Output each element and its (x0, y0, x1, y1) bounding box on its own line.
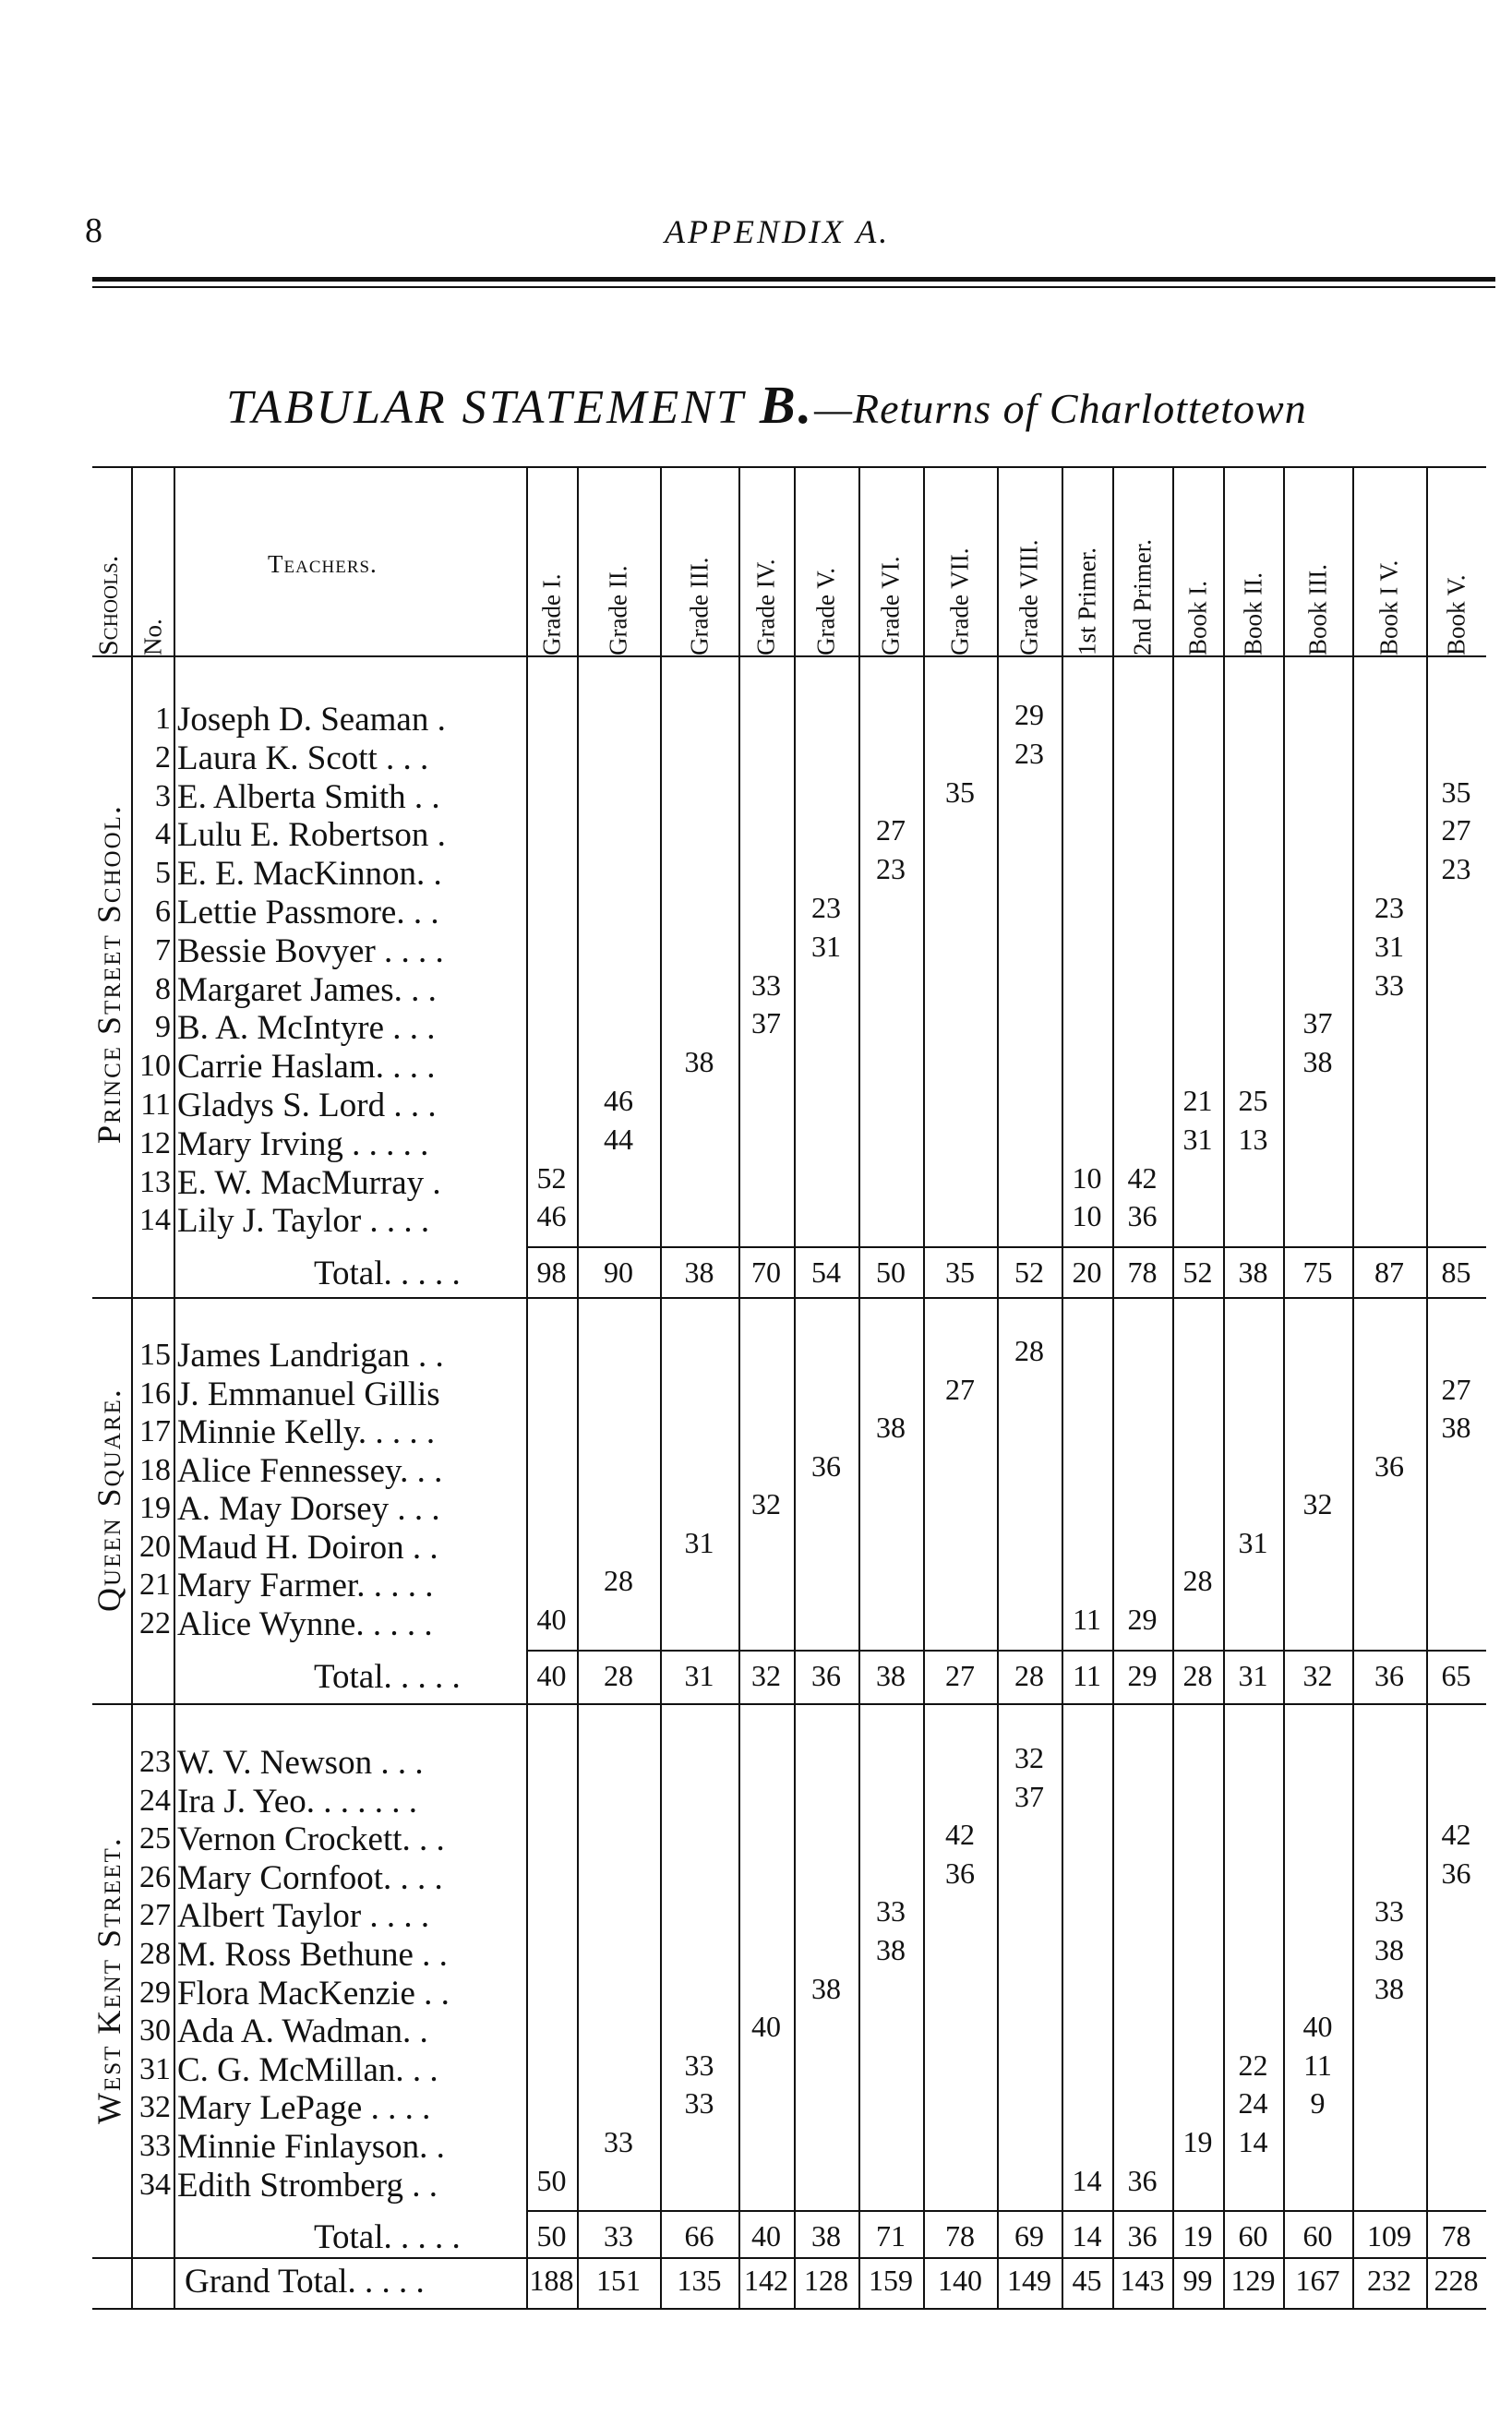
enrolment-cell: 23 (1014, 736, 1044, 770)
teacher-number: 1 (155, 702, 171, 736)
teacher-name: Alice Wynne. . . . . (177, 1604, 433, 1643)
teacher-number: 32 (139, 2090, 171, 2125)
section-total-cell: 87 (1374, 1256, 1404, 1289)
enrolment-cell: 36 (1127, 2163, 1158, 2197)
section-label-3: West Kent Street. (90, 1836, 127, 2124)
enrolment-cell: 23 (1374, 891, 1404, 924)
grand-total-cell: 159 (869, 2264, 913, 2297)
teacher-name: J. Emmanuel Gillis (177, 1375, 440, 1413)
section-total-cell: 28 (1014, 1659, 1044, 1692)
teacher-name: Joseph D. Seaman . (177, 701, 446, 739)
section-total-label: Total. . . . . (314, 1255, 461, 1292)
column-header-4: Grade IV. (751, 559, 780, 655)
section-total-cell: 75 (1302, 1256, 1333, 1289)
enrolment-cell: 38 (1441, 1411, 1471, 1444)
column-header-14: Book I V. (1374, 559, 1403, 655)
teacher-number: 12 (139, 1125, 171, 1160)
grand-total-cell: 188 (529, 2264, 574, 2297)
enrolment-cell: 31 (1238, 1525, 1268, 1559)
section-total-cell: 65 (1441, 1659, 1471, 1692)
section-total-cell: 20 (1072, 1256, 1102, 1289)
teacher-number: 4 (155, 817, 171, 852)
grand-total-cell: 45 (1072, 2264, 1102, 2297)
teacher-number: 8 (155, 971, 171, 1006)
enrolment-cell: 22 (1238, 2048, 1268, 2082)
teacher-number: 24 (139, 1783, 171, 1818)
enrolment-cell: 33 (876, 1894, 906, 1928)
enrolment-cell: 32 (751, 1487, 781, 1520)
section-total-cell: 60 (1238, 2219, 1268, 2253)
teacher-number: 22 (139, 1605, 171, 1640)
enrolment-cell: 38 (876, 1933, 906, 1966)
enrolment-cell: 23 (1441, 852, 1471, 886)
teacher-number: 9 (155, 1010, 171, 1045)
teacher-number: 18 (139, 1452, 171, 1487)
enrolment-cell: 35 (945, 775, 975, 809)
grand-total-cell: 128 (804, 2264, 848, 2297)
teacher-name: Vernon Crockett. . . (177, 1820, 445, 1859)
section-total-cell: 52 (1182, 1256, 1213, 1289)
header-bottom-rule (92, 655, 1486, 657)
enrolment-cell: 38 (684, 1045, 714, 1079)
grand-total-cell: 228 (1434, 2264, 1479, 2297)
enrolment-cell: 42 (945, 1818, 975, 1852)
value-column-rule-2 (577, 466, 579, 2308)
grand-total-cell: 143 (1120, 2264, 1165, 2297)
section-total-cell: 36 (1374, 1659, 1404, 1692)
grand-total-cell: 135 (677, 2264, 722, 2297)
teacher-name: Lettie Passmore. . . (177, 894, 439, 931)
section-total-cell: 54 (811, 1256, 841, 1289)
value-column-rule-14 (1352, 466, 1354, 2308)
teacher-name: Alice Fennessey. . . (177, 1451, 443, 1490)
enrolment-cell: 28 (1014, 1334, 1044, 1367)
enrolment-cell: 10 (1072, 1160, 1102, 1195)
teacher-name: C. G. McMillan. . . (177, 2050, 438, 2089)
teacher-number: 30 (139, 2013, 171, 2049)
column-header-teachers: Teachers. (268, 550, 378, 578)
section-total-cell: 27 (945, 1659, 975, 1692)
teacher-name: Carrie Haslam. . . . (177, 1048, 436, 1087)
section-total-cell: 78 (945, 2219, 975, 2253)
enrolment-cell: 36 (945, 1856, 975, 1890)
enrolment-cell: 38 (1374, 1933, 1404, 1966)
table-bottom-rule (92, 2308, 1486, 2310)
grand-total-label: Grand Total. . . . . (185, 2263, 425, 2301)
no-column-rule (174, 466, 175, 2308)
enrolment-cell: 33 (684, 2048, 714, 2082)
teacher-number: 33 (139, 2129, 171, 2163)
enrolment-cell: 28 (604, 1564, 633, 1597)
enrolment-cell: 27 (1441, 813, 1471, 847)
enrolment-cell: 36 (1441, 1856, 1471, 1890)
enrolment-cell: 31 (1182, 1122, 1213, 1156)
enrolment-cell: 31 (1374, 929, 1404, 963)
teacher-name: Laura K. Scott . . . (177, 739, 429, 777)
section-total-cell: 50 (876, 1256, 906, 1289)
enrolment-cell: 31 (684, 1525, 714, 1559)
value-column-rule-5 (794, 466, 796, 2308)
section-total-cell: 90 (604, 1256, 633, 1289)
enrolment-cell: 28 (1182, 1564, 1213, 1597)
grand-total-cell: 140 (938, 2264, 982, 2297)
teacher-name: W. V. Newson . . . (177, 1744, 424, 1782)
teacher-number: 13 (139, 1164, 171, 1199)
column-header-7: Grade VII. (945, 547, 974, 655)
section-bottom-rule (92, 2257, 1486, 2259)
table-title (226, 374, 1307, 436)
column-header-1: Grade I. (537, 573, 565, 655)
section-total-cell: 11 (1073, 1659, 1101, 1692)
section-total-cell: 32 (1302, 1659, 1333, 1692)
teacher-number: 31 (139, 2051, 171, 2086)
section-total-cell: 40 (751, 2219, 781, 2253)
page-number: 8 (85, 211, 102, 250)
value-column-rule-9 (1062, 466, 1063, 2308)
grand-total-cell: 151 (596, 2264, 641, 2297)
enrolment-cell: 27 (876, 813, 906, 847)
section-total-label: Total. . . . . (314, 1658, 461, 1696)
section-total-cell: 40 (536, 1659, 567, 1692)
teacher-number: 11 (140, 1087, 171, 1122)
grand-total-cell: 142 (744, 2264, 788, 2297)
enrolment-cell: 38 (811, 1971, 841, 2005)
teacher-number: 6 (155, 895, 171, 929)
column-header-11: Book I. (1183, 581, 1211, 655)
teacher-name: E. Alberta Smith . . (177, 777, 440, 816)
enrolment-cell: 40 (751, 2010, 781, 2044)
header-rule-thick (92, 277, 1495, 282)
enrolment-cell: 14 (1238, 2125, 1268, 2158)
teacher-number: 7 (155, 932, 171, 967)
grand-total-cell: 129 (1230, 2264, 1276, 2297)
section-total-cell: 85 (1441, 1256, 1471, 1289)
value-column-rule-10 (1112, 466, 1114, 2308)
teacher-number: 29 (139, 1975, 171, 2010)
enrolment-cell: 33 (751, 967, 781, 1002)
column-header-10: 2nd Primer. (1128, 539, 1156, 655)
column-header-8: Grade VIII. (1014, 539, 1043, 655)
teacher-name: Minnie Finlayson. . (177, 2128, 445, 2166)
enrolment-cell: 11 (1073, 1602, 1101, 1636)
enrolment-cell: 44 (604, 1122, 633, 1156)
teacher-number: 27 (139, 1898, 171, 1933)
teacher-name: Edith Stromberg . . (177, 2166, 438, 2205)
section-total-cell: 14 (1072, 2219, 1102, 2253)
teacher-number: 25 (139, 1821, 171, 1856)
teacher-name: Lily J. Taylor . . . . (177, 1202, 430, 1241)
teacher-name: Minnie Kelly. . . . . (177, 1413, 436, 1451)
table-title-letter: B. (759, 375, 815, 435)
teacher-name: E. E. MacKinnon. . (177, 855, 442, 894)
table-title-suffix: —Returns of Charlottetown (814, 385, 1307, 432)
teacher-number: 28 (139, 1937, 171, 1971)
enrolment-cell: 10 (1072, 1199, 1102, 1233)
section-total-cell: 38 (811, 2219, 841, 2253)
enrolment-cell: 25 (1238, 1084, 1268, 1117)
enrolment-cell: 36 (811, 1448, 841, 1483)
section-total-rule (526, 1650, 1486, 1652)
enrolment-cell: 40 (1302, 2010, 1333, 2044)
enrolment-cell: 11 (1303, 2048, 1332, 2082)
column-header-3: Grade III. (685, 557, 713, 655)
section-total-rule (526, 1246, 1486, 1248)
section-total-cell: 28 (604, 1659, 633, 1692)
section-bottom-rule (92, 1297, 1486, 1299)
section-total-cell: 33 (604, 2219, 633, 2253)
grand-total-cell: 167 (1295, 2264, 1340, 2297)
teacher-name: Mary LePage . . . . (177, 2089, 431, 2128)
value-column-rule-3 (660, 466, 662, 2308)
section-total-cell: 19 (1182, 2219, 1213, 2253)
teacher-number: 23 (139, 1745, 171, 1779)
section-total-cell: 38 (1238, 1256, 1268, 1289)
section-total-cell: 78 (1127, 1256, 1158, 1289)
column-header-12: Book II. (1239, 572, 1266, 655)
section-total-cell: 38 (876, 1659, 906, 1692)
enrolment-cell: 21 (1182, 1084, 1213, 1117)
column-header-6: Grade VI. (876, 556, 905, 655)
value-column-rule-1 (526, 466, 528, 2308)
enrolment-cell: 33 (684, 2086, 714, 2121)
running-head: APPENDIX A. (665, 213, 891, 250)
teacher-name: James Landrigan . . (177, 1337, 444, 1375)
section-label-1: Prince Street School. (90, 804, 127, 1144)
enrolment-cell: 33 (1374, 1894, 1404, 1928)
teacher-number: 19 (139, 1491, 171, 1525)
enrolment-cell: 42 (1127, 1160, 1158, 1195)
teacher-number: 14 (139, 1203, 171, 1238)
section-label-2: Queen Square. (90, 1388, 127, 1613)
teacher-name: Mary Cornfoot. . . . (177, 1858, 443, 1897)
enrolment-cell: 38 (1302, 1045, 1333, 1079)
section-total-cell: 29 (1127, 1659, 1158, 1692)
enrolment-cell: 23 (876, 852, 906, 886)
section-total-cell: 98 (536, 1256, 567, 1289)
teacher-number: 5 (155, 856, 171, 891)
teacher-name: Ada A. Wadman. . (177, 2012, 428, 2051)
section-total-cell: 70 (751, 1256, 781, 1289)
enrolment-cell: 37 (751, 1006, 781, 1040)
teacher-name: Flora MacKenzie . . (177, 1974, 450, 2012)
header-rule-thin (92, 286, 1495, 288)
teacher-number: 20 (139, 1529, 171, 1564)
teacher-name: Mary Farmer. . . . . (177, 1567, 434, 1604)
section-total-cell: 36 (811, 1659, 841, 1692)
section-total-cell: 31 (1238, 1659, 1268, 1692)
enrolment-cell: 27 (1441, 1372, 1471, 1406)
column-header-schools: Schools. (93, 555, 124, 655)
enrolment-cell: 32 (1014, 1741, 1044, 1774)
section-total-label: Total. . . . . (314, 2218, 461, 2256)
enrolment-cell: 38 (876, 1411, 906, 1444)
enrolment-cell: 38 (1374, 1971, 1404, 2005)
section-total-cell: 28 (1182, 1659, 1213, 1692)
section-total-cell: 52 (1014, 1256, 1044, 1289)
enrolment-cell: 27 (945, 1372, 975, 1406)
teacher-name: Gladys S. Lord . . . (177, 1087, 437, 1124)
section-bottom-rule (92, 1703, 1486, 1705)
enrolment-cell: 36 (1374, 1448, 1404, 1483)
enrolment-cell: 52 (536, 1160, 567, 1195)
column-header-9: 1st Primer. (1073, 547, 1100, 655)
enrolment-cell: 19 (1182, 2125, 1213, 2158)
enrolment-cell: 40 (536, 1602, 567, 1636)
teacher-name: Mary Irving . . . . . (177, 1124, 429, 1163)
enrolment-cell: 9 (1310, 2086, 1326, 2121)
enrolment-cell: 33 (1374, 967, 1404, 1002)
teacher-number: 34 (139, 2167, 171, 2202)
section-total-cell: 38 (684, 1256, 714, 1289)
enrolment-cell: 23 (811, 891, 841, 924)
teacher-number: 21 (139, 1568, 171, 1602)
teacher-number: 15 (139, 1338, 171, 1372)
section-total-cell: 109 (1367, 2219, 1411, 2253)
section-total-cell: 69 (1014, 2219, 1044, 2253)
grand-total-cell: 99 (1182, 2264, 1213, 2297)
teacher-name: Bessie Bovyer . . . . (177, 931, 444, 970)
section-total-cell: 31 (684, 1659, 714, 1692)
section-total-rule (526, 2210, 1486, 2212)
section-total-cell: 60 (1302, 2219, 1333, 2253)
teacher-name: Margaret James. . . (177, 970, 437, 1009)
teacher-number: 3 (155, 778, 171, 813)
enrolment-cell: 24 (1238, 2086, 1268, 2121)
teacher-name: A. May Dorsey . . . (177, 1490, 440, 1528)
enrolment-cell: 32 (1302, 1487, 1333, 1520)
table-top-rule (92, 466, 1486, 468)
enrolment-cell: 29 (1127, 1602, 1158, 1636)
teacher-name: Ira J. Yeo. . . . . . . (177, 1782, 418, 1820)
teacher-name: M. Ross Bethune . . (177, 1936, 448, 1974)
teacher-number: 10 (139, 1049, 171, 1084)
section-total-cell: 50 (536, 2219, 567, 2253)
teacher-name: Maud H. Doiron . . (177, 1528, 438, 1567)
teacher-name: Lulu E. Robertson . (177, 816, 446, 855)
column-header-15: Book V. (1442, 574, 1470, 655)
teacher-number: 17 (139, 1414, 171, 1448)
enrolment-cell: 29 (1014, 698, 1044, 731)
enrolment-cell: 50 (536, 2163, 567, 2197)
enrolment-cell: 46 (604, 1084, 633, 1117)
grand-total-cell: 149 (1007, 2264, 1051, 2297)
section-total-cell: 66 (684, 2219, 714, 2253)
enrolment-cell: 36 (1127, 1199, 1158, 1233)
enrolment-cell: 33 (604, 2125, 633, 2158)
section-total-cell: 71 (876, 2219, 906, 2253)
value-column-rule-12 (1223, 466, 1225, 2308)
value-column-rule-11 (1172, 466, 1174, 2308)
enrolment-cell: 37 (1014, 1779, 1044, 1813)
teacher-number: 16 (139, 1376, 171, 1411)
teacher-number: 2 (155, 739, 171, 775)
section-total-cell: 36 (1127, 2219, 1158, 2253)
enrolment-cell: 35 (1441, 775, 1471, 809)
teacher-name: B. A. McIntyre . . . (177, 1009, 436, 1048)
column-header-13: Book III. (1303, 564, 1331, 655)
table-title-prefix: TABULAR STATEMENT (226, 381, 745, 434)
teacher-number: 26 (139, 1859, 171, 1894)
column-header-5: Grade V. (811, 568, 840, 655)
section-total-cell: 78 (1441, 2219, 1471, 2253)
enrolment-cell: 31 (811, 929, 841, 963)
section-total-cell: 32 (751, 1659, 781, 1692)
enrolment-cell: 14 (1072, 2163, 1102, 2197)
enrolment-cell: 13 (1238, 1122, 1268, 1156)
value-column-rule-6 (858, 466, 860, 2308)
enrolment-cell: 37 (1302, 1006, 1333, 1040)
teacher-name: Albert Taylor . . . . (177, 1897, 430, 1936)
section-total-cell: 35 (945, 1256, 975, 1289)
enrolment-cell: 42 (1441, 1818, 1471, 1852)
teacher-name: E. W. MacMurray . (177, 1163, 441, 1202)
grand-total-cell: 232 (1367, 2264, 1411, 2297)
column-header-2: Grade II. (604, 565, 632, 655)
enrolment-cell: 46 (536, 1199, 567, 1233)
column-header-no: No. (138, 619, 167, 655)
